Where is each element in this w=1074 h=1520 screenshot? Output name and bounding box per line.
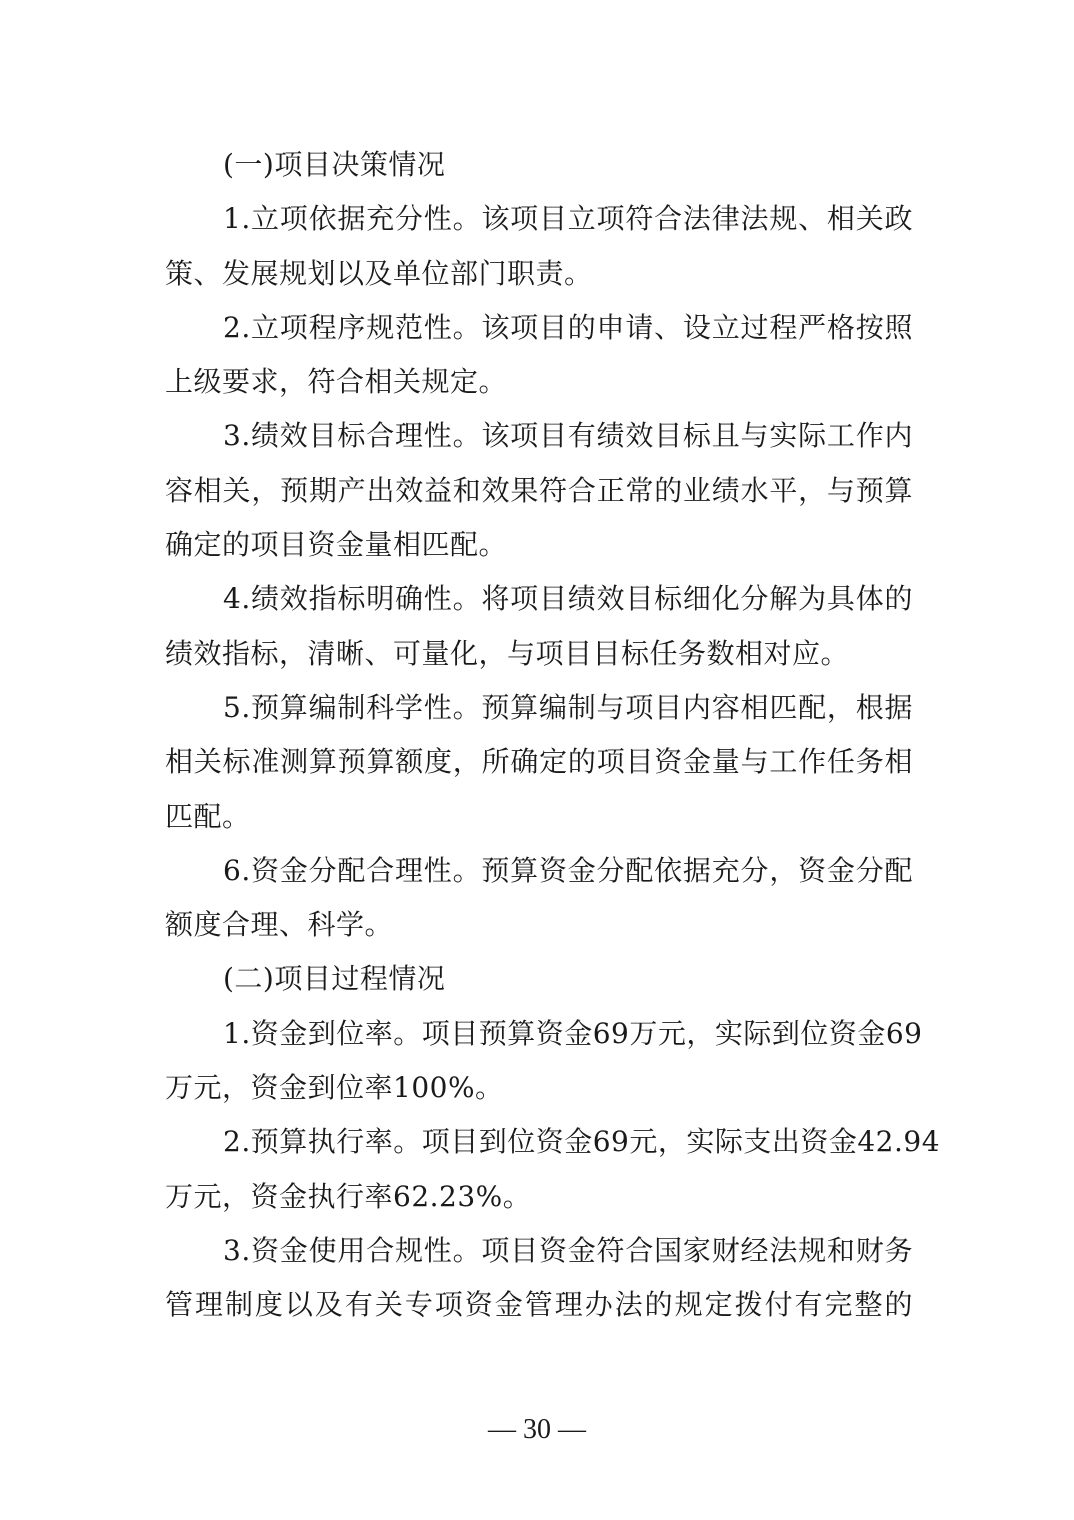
page-number: — 30 —: [488, 1414, 586, 1445]
paragraph-3-line-2: 容相关，预期产出效益和效果符合正常的业绩水平，与预算: [165, 473, 913, 507]
paragraph-2-line-2: 上级要求，符合相关规定。: [165, 365, 508, 399]
paragraph-5-line-3: 匹配。: [165, 799, 251, 833]
paragraph-3-line-3: 确定的项目资金量相匹配。: [165, 528, 508, 562]
document-body: [165, 138, 941, 1333]
paragraph-6-line-1: 6.资金分配合理性。预算资金分配依据充分，资金分配: [223, 853, 913, 887]
paragraph-3-line-1: 3.绩效目标合理性。该项目有绩效目标且与实际工作内: [223, 419, 913, 453]
paragraph-5-line-1: 5.预算编制科学性。预算编制与项目内容相匹配，根据: [223, 690, 913, 724]
paragraph-2-line-1: 2.立项程序规范性。该项目的申请、设立过程严格按照: [223, 310, 913, 344]
paragraph-7-line-1: 1.资金到位率。项目预算资金69万元，实际到位资金69: [223, 1016, 923, 1050]
paragraph-8-line-1: 2.预算执行率。项目到位资金69元，实际支出资金42.94: [223, 1125, 941, 1159]
paragraph-1-line-2: 策、发展规划以及单位部门职责。: [165, 256, 593, 290]
paragraph-8-line-2: 万元，资金执行率62.23%。: [165, 1179, 532, 1213]
paragraph-7-line-2: 万元，资金到位率100%。: [165, 1071, 504, 1105]
paragraph-6-line-2: 额度合理、科学。: [165, 908, 394, 942]
paragraph-5-line-2: 相关标准测算预算额度，所确定的项目资金量与工作任务相: [165, 745, 913, 779]
paragraph-4-line-1: 4.绩效指标明确性。将项目绩效目标细化分解为具体的: [223, 582, 913, 616]
section-heading-decision: (一)项目决策情况: [223, 148, 446, 181]
paragraph-1-line-1: 1.立项依据充分性。该项目立项符合法律法规、相关政: [223, 202, 913, 236]
paragraph-9-line-1: 3.资金使用合规性。项目资金符合国家财经法规和财务: [223, 1233, 913, 1267]
section-heading-process: (二)项目过程情况: [223, 962, 446, 996]
paragraph-9-line-2: 管理制度以及有关专项资金管理办法的规定拨付有完整的: [165, 1288, 913, 1322]
paragraph-4-line-2: 绩效指标，清晰、可量化，与项目目标任务数相对应。: [165, 636, 850, 670]
